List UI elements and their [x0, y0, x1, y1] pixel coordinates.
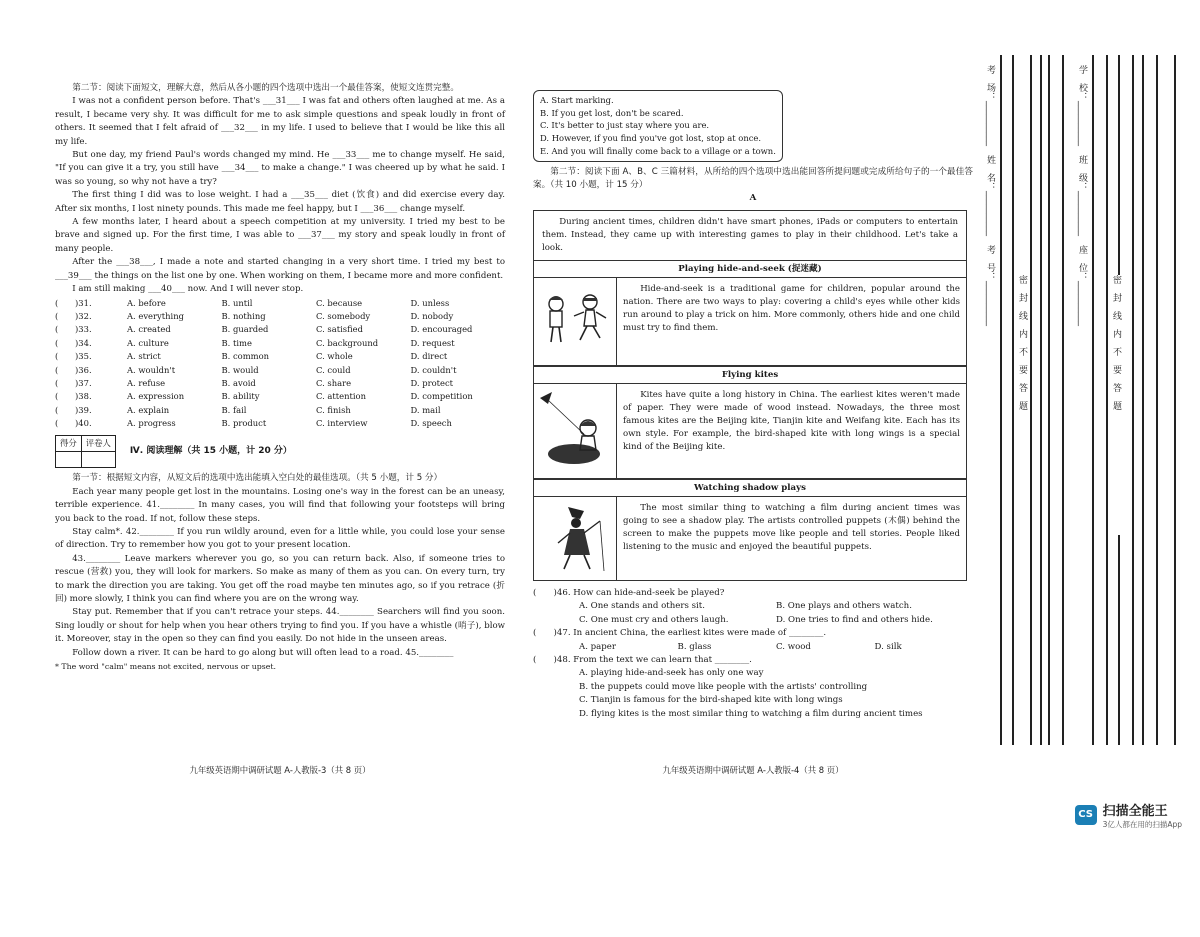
- question-48: ( )48. From the text we can learn that ________.: [533, 654, 752, 665]
- option[interactable]: C. Tianjin is famous for the bird-shaped kite with long wings: [579, 695, 843, 706]
- option-b[interactable]: B. common: [221, 351, 270, 362]
- option[interactable]: C. One must cry and others laugh.: [579, 614, 729, 625]
- option-c[interactable]: C. somebody: [316, 310, 371, 321]
- question-number: ( )36.: [55, 364, 92, 375]
- section-kites: [534, 384, 966, 478]
- reading-intro: During ancient times, children didn't have smart phones, iPads or computers to entertain them. Instead, they came up with interesting games to play in their childhood. Let's take a look.: [534, 211, 966, 261]
- option-d[interactable]: D. mail: [410, 404, 441, 415]
- section-text: Kites have quite a long history in China. The earliest kites weren't made of paper. They were made of wood instead. Nowadays, the three most famous kites are the Beijing kite, Tianjin kite and Weifang kite. Each has its own style. For example, the bird-shaped kite with long wings is a special kind of the Beijing kite.: [623, 390, 960, 453]
- option-d[interactable]: D. encouraged: [410, 324, 473, 335]
- cloze-paragraph: A few months later, I heard about a speech competition at my university. I tried my best to be brave and signed up. For the first time, I was able to ___37___ my story and speak loudly in front of many people.: [55, 217, 505, 254]
- section4-title: Ⅳ. 阅读理解（共 15 小题，计 20 分）: [129, 445, 292, 456]
- option-d[interactable]: D. speech: [410, 418, 452, 429]
- score-label: 得分: [56, 435, 82, 451]
- gap-paragraph: Stay calm*. 42.________ If you run wildly around, even for a little while, you could lose your sense of direction. Try to remember how you got to your present location.: [55, 527, 505, 551]
- left-page-footer: 九年级英语期中调研试题 A-人教版-3（共 8 页）: [189, 765, 371, 775]
- cloze-paragraph: I was not a confident person before. That's ___31___ I was fat and others often laughed at me. As a result, I became very shy. It was difficult for me to ask simple questions and speak loudly in front of others. It seemed that I felt afraid of ___32___ in my life. I used to believe that I would be like this all my life.: [55, 96, 505, 147]
- questions: [533, 587, 973, 721]
- option[interactable]: A. playing hide-and-seek has only one way: [579, 668, 764, 679]
- option-b[interactable]: B. fail: [221, 404, 247, 415]
- option-row: [55, 364, 505, 377]
- cs-logo-icon: CS: [1075, 805, 1097, 825]
- option-row: [55, 377, 505, 390]
- school-info-labels: 学 校：__________ 班 级：__________ 座 位：__________: [1077, 65, 1087, 326]
- option-c[interactable]: C. share: [316, 377, 352, 388]
- score-cell[interactable]: [56, 451, 82, 467]
- cloze-options-table: [55, 297, 505, 431]
- question-options: [533, 641, 973, 654]
- question-number: ( )32.: [55, 310, 92, 321]
- option[interactable]: B. the puppets could move like people with the artists' controlling: [579, 681, 868, 692]
- children-playing-illustration: [534, 278, 617, 365]
- question-number: ( )33.: [55, 324, 92, 335]
- section-title-shadow-plays: Watching shadow plays: [534, 479, 966, 497]
- section2-instruction: 第二节：阅读下面短文，理解大意，然后从各小题的四个选项中选出一个最佳答案，使短文连贯完整。: [72, 83, 459, 93]
- option-a[interactable]: A. created: [127, 324, 171, 335]
- option[interactable]: B. One plays and others watch.: [776, 601, 912, 612]
- gap-paragraph: Each year many people get lost in the mountains. Losing one's way in the forest can be an uneasy, terrible experience. 41.________ In many cases, you will find that following your footsteps will bring you back to the road. If not, follow these steps.: [55, 486, 505, 524]
- option-b[interactable]: B. time: [221, 337, 252, 348]
- exam-info-labels: 考 场：__________ 姓 名：__________ 考 号：__________: [985, 65, 995, 326]
- option-a[interactable]: A. culture: [127, 337, 169, 348]
- question-options: [533, 600, 973, 613]
- option-d[interactable]: D. request: [410, 337, 455, 348]
- grader-cell[interactable]: [81, 451, 115, 467]
- option-c[interactable]: C. whole: [316, 351, 353, 362]
- cloze-passage: [55, 95, 505, 296]
- option-c[interactable]: C. finish: [316, 404, 351, 415]
- option-c[interactable]: C. satisfied: [316, 324, 363, 335]
- option-c[interactable]: C. background: [316, 337, 379, 348]
- cloze-paragraph: But one day, my friend Paul's words changed my mind. He ___33___ me to change myself. He said, "If you can give it a try, you still have ___34___ to make a change." I was cheered up by what he said. I was so young, so why not have a try?: [55, 150, 505, 187]
- option-c[interactable]: C. because: [316, 297, 363, 308]
- gap-paragraph: Stay put. Remember that if you can't retrace your steps. 44.________ Searchers will find you soon. Sing loudly or shout for help when you hear others trying to find you. If you have a whistle (哨子), blow it. Moreover, stay in the open so they can find you easily. Do not hide in the unseen areas.: [55, 607, 505, 645]
- option-d[interactable]: D. couldn't: [410, 364, 457, 375]
- question-number: ( )37.: [55, 377, 92, 388]
- option-a[interactable]: A. progress: [127, 418, 176, 429]
- option[interactable]: B. glass: [677, 641, 712, 652]
- gap-option: B. If you get lost, don't be scared.: [540, 107, 684, 118]
- option-a[interactable]: A. expression: [127, 391, 185, 402]
- section-text: The most similar thing to watching a film during ancient times was going to see a shadow play. The artists controlled puppets (木偶) behind the screen to make the puppets move like people and tell stories. People liked listening to the music and enjoyed the beautiful puppets.: [623, 502, 960, 552]
- option-a[interactable]: A. explain: [127, 404, 170, 415]
- section-shadow-plays: [534, 497, 966, 580]
- option-b[interactable]: B. product: [221, 418, 267, 429]
- option-b[interactable]: B. guarded: [221, 324, 269, 335]
- cloze-paragraph: I am still making ___40___ now. And I will never stop.: [72, 284, 304, 295]
- section2-instruction: 第二节：阅读下面 A、B、C 三篇材料，从所给的四个选项中选出能回答所提问题或完成所给句子的一个最佳答案。（共 10 小题，计 15 分）: [533, 166, 973, 190]
- reading-table: [533, 210, 967, 581]
- option-row: [55, 350, 505, 363]
- option-a[interactable]: A. wouldn't: [127, 364, 176, 375]
- option-a[interactable]: A. everything: [127, 310, 184, 321]
- gap-option: E. And you will finally come back to a village or a town.: [540, 145, 776, 156]
- question-number: ( )39.: [55, 404, 92, 415]
- option-b[interactable]: B. would: [221, 364, 259, 375]
- option[interactable]: A. paper: [579, 641, 616, 652]
- option-d[interactable]: D. unless: [410, 297, 450, 308]
- question-options: [533, 614, 973, 627]
- right-page-footer: 九年级英语期中调研试题 A-人教版-4（共 8 页）: [662, 765, 844, 775]
- option-row: [55, 323, 505, 336]
- cloze-paragraph: After the ___38___, I made a note and started changing in a very short time. I tried my best to ___39___ the things on the list one by one. When working on them, I became more and more confident.: [55, 257, 505, 281]
- question-number: ( )35.: [55, 351, 92, 362]
- gap-option: D. However, if you find you've got lost, stop at once.: [540, 133, 762, 144]
- footnote: * The word "calm" means not excited, nervous or upset.: [55, 662, 276, 672]
- option-a[interactable]: A. strict: [127, 351, 161, 362]
- option-a[interactable]: A. refuse: [127, 377, 166, 388]
- option[interactable]: A. One stands and others sit.: [579, 601, 705, 612]
- question-options: [533, 667, 973, 721]
- option-row: [55, 310, 505, 323]
- section-title-hide-seek: Playing hide-and-seek (捉迷藏): [534, 261, 966, 278]
- option-row: [55, 297, 505, 310]
- seal-line-notice: 密 封 线 内 不 要 答 题: [1110, 275, 1123, 535]
- option-row: [55, 404, 505, 417]
- option[interactable]: D. One tries to find and others hide.: [776, 614, 933, 625]
- option[interactable]: D. silk: [874, 641, 902, 652]
- left-page: [55, 82, 505, 929]
- option[interactable]: C. wood: [776, 641, 811, 652]
- option-c[interactable]: C. interview: [316, 418, 368, 429]
- option[interactable]: D. flying kites is the most similar thing to watching a film during ancient times: [579, 708, 923, 719]
- passage-label: A: [749, 193, 757, 204]
- option-b[interactable]: B. avoid: [221, 377, 256, 388]
- option-row: [55, 417, 505, 430]
- score-box: [55, 435, 116, 469]
- question-number: ( )38.: [55, 391, 92, 402]
- question-number: ( )31.: [55, 297, 92, 308]
- scanner-app-logo: [1075, 800, 1182, 830]
- right-page: [533, 90, 973, 937]
- cloze-paragraph: The first thing I did was to lose weight. I had a ___35___ diet (饮食) and did exercise every day. After six months, I lost ninety pounds. This made me feel happy, but I ___36___ change myself.: [55, 190, 505, 214]
- option-d[interactable]: D. competition: [410, 391, 473, 402]
- question-46: ( )46. How can hide-and-seek be played?: [533, 587, 725, 598]
- brand-name: 扫描全能王: [1102, 804, 1168, 819]
- score-box-row: [55, 435, 505, 469]
- option-d[interactable]: D. direct: [410, 351, 448, 362]
- option-b[interactable]: B. nothing: [221, 310, 266, 321]
- section-hide-seek: [534, 278, 966, 366]
- section-text: Hide-and-seek is a traditional game for children, popular around the nation. There are two ways to play: covering a child's eyes while other kids run around to play a trick on him. More commonly, others hide and one child must try to find them.: [623, 283, 960, 333]
- grader-label: 评卷人: [81, 435, 115, 451]
- question-47: ( )47. In ancient China, the earliest kites were made of ________.: [533, 628, 827, 639]
- option-c[interactable]: C. could: [316, 364, 351, 375]
- gap-paragraph: 43.________ Leave markers wherever you go, so you can return back. Also, if someone tries to rescue (营救) you, they will look for markers. So make as many of them as you can. On every turn, try to mark the direction you are taking. You get off the road maybe ten minutes ago, so if you retrace (折回) more slowly, I think you can find where you are on the wrong way.: [55, 553, 505, 605]
- option-d[interactable]: D. protect: [410, 377, 454, 388]
- option-c[interactable]: C. attention: [316, 391, 366, 402]
- option-row: [55, 337, 505, 350]
- gap-paragraph: Follow down a river. It can be hard to go along but will often lead to a road. 45.________: [72, 647, 454, 658]
- section-title-kites: Flying kites: [534, 366, 966, 384]
- section1-instruction: 第一节：根据短文内容，从短文后的选项中选出能填入空白处的最佳选项。（共 5 小题，计 5 分）: [72, 473, 443, 484]
- shadow-puppet-illustration: [534, 497, 617, 580]
- option-b[interactable]: B. until: [221, 297, 253, 308]
- option-b[interactable]: B. ability: [221, 391, 260, 402]
- brand-tagline: 3亿人都在用的扫描App: [1102, 820, 1182, 829]
- kite-flying-illustration: [534, 384, 617, 477]
- option-a[interactable]: A. before: [127, 297, 166, 308]
- gap-option: A. Start marking.: [540, 95, 614, 105]
- binding-strip: [982, 55, 1192, 745]
- gap-options-box: [533, 90, 783, 162]
- option-d[interactable]: D. nobody: [410, 310, 454, 321]
- question-number: ( )34.: [55, 337, 92, 348]
- question-number: ( )40.: [55, 418, 92, 429]
- seal-line-notice: 密 封 线 内 不 要 答 题: [1016, 275, 1029, 535]
- option-row: [55, 390, 505, 403]
- gap-option: C. It's better to just stay where you are.: [540, 120, 710, 131]
